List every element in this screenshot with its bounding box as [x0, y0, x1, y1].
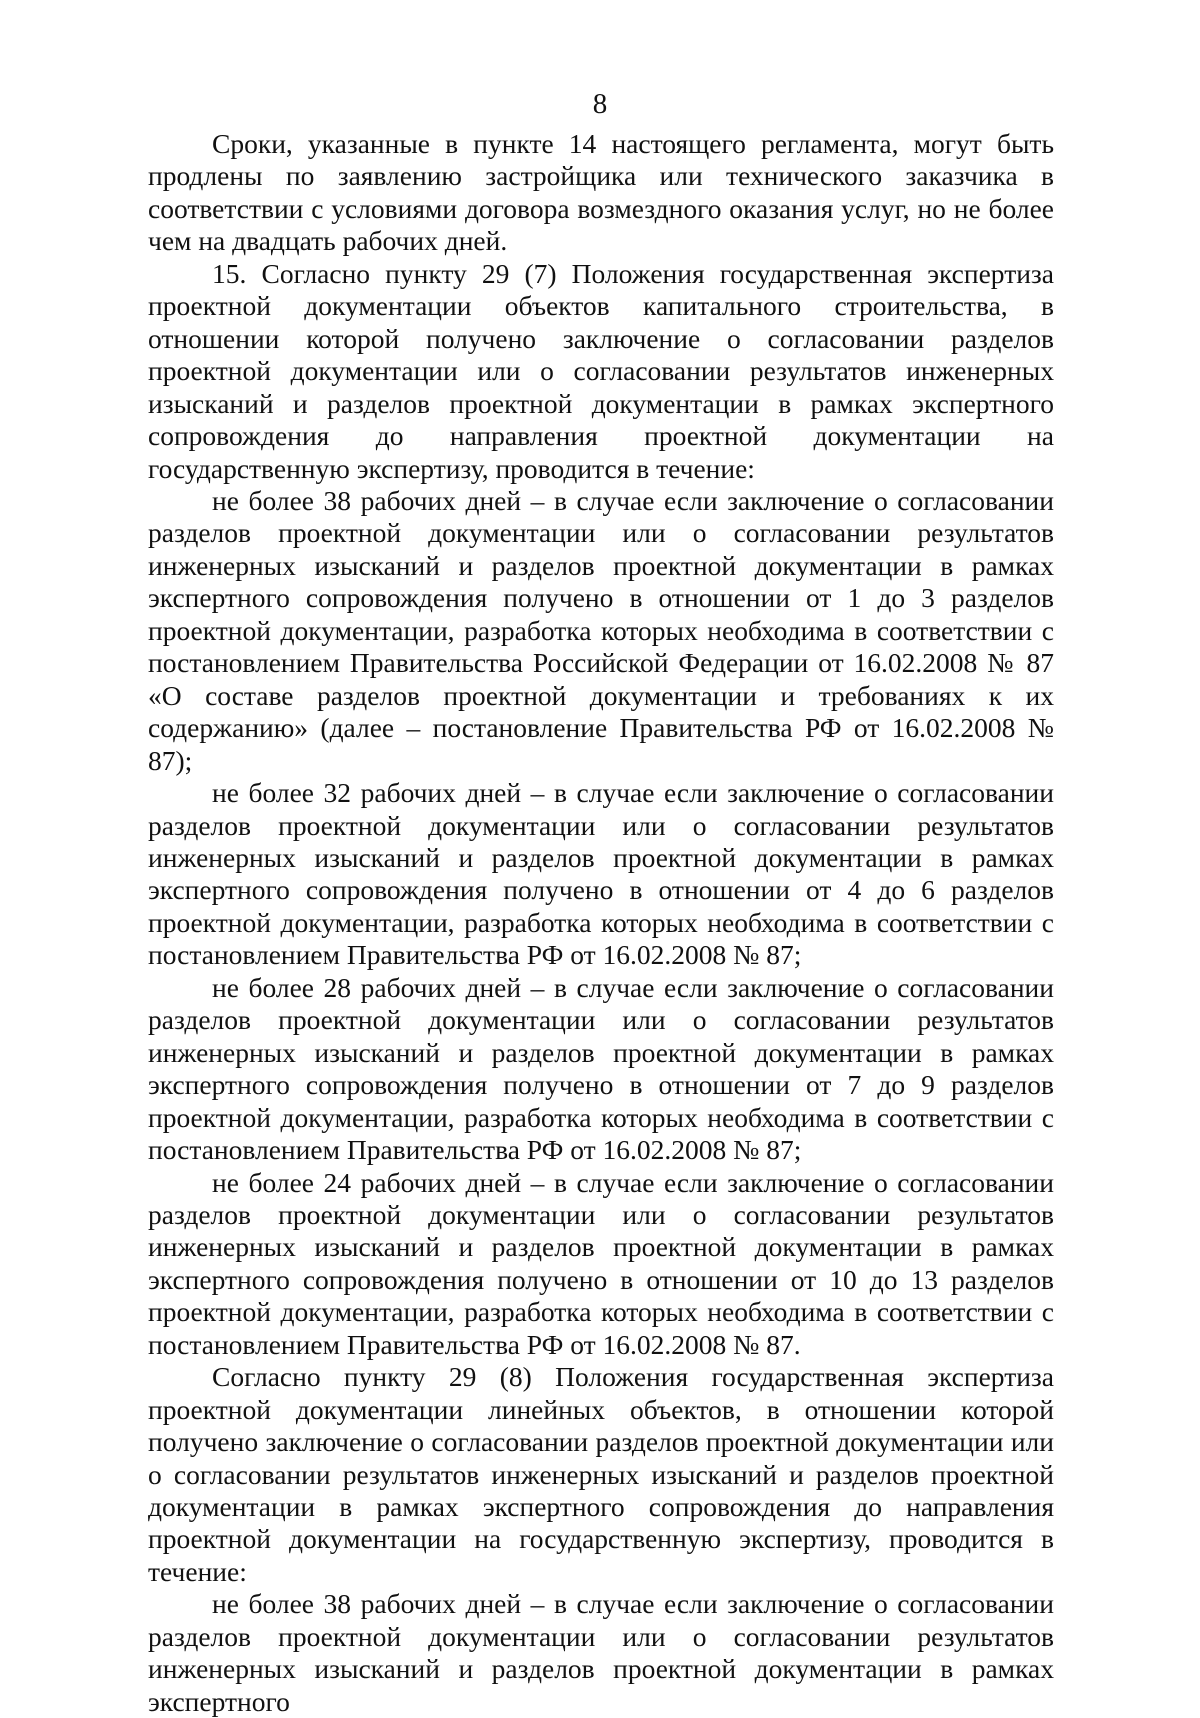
- paragraph-32-days: не более 32 рабочих дней – в случае если заключение о согласовании разделов проектной документации или о согласовании результатов инженерных изысканий и разделов проектной документации в рамках экспертного сопровождения получено в отношении от 4 до 6 разделов проектной документации, разработка которых необходима в соответствии с постановлением Правительства РФ от 16.02.2008 № 87;: [148, 777, 1054, 971]
- paragraph-28-days: не более 28 рабочих дней – в случае если заключение о согласовании разделов проектной документации или о согласовании результатов инженерных изысканий и разделов проектной документации в рамках экспертного сопровождения получено в отношении от 7 до 9 разделов проектной документации, разработка которых необходима в соответствии с постановлением Правительства РФ от 16.02.2008 № 87;: [148, 971, 1054, 1166]
- paragraph-extension-terms: Сроки, указанные в пункте 14 настоящего регламента, могут быть продлены по заявлению застройщика или технического заказчика в соответствии с условиями договора возмездного оказания услуг, но не более чем на двадцать рабочих дней.: [148, 128, 1054, 257]
- paragraph-clause-15: 15. Согласно пункту 29 (7) Положения государственная экспертиза проектной документации объектов капитального строительства, в отношении которой получено заключение о согласовании разделов проектной документации или о согласовании результатов инженерных изысканий и разделов проектной документации в рамках экспертного сопровождения до направления проектной документации на государственную экспертизу, проводится в течение:: [148, 257, 1054, 484]
- paragraph-38-days: не более 38 рабочих дней – в случае если заключение о согласовании разделов проектной документации или о согласовании результатов инженерных изысканий и разделов проектной документации в рамках экспертного сопровождения получено в отношении от 1 до 3 разделов проектной документации, разработка которых необходима в соответствии с постановлением Правительства Российской Федерации от 16.02.2008 № 87 «О составе разделов проектной документации и требованиях к их содержанию» (далее – постановление Правительства РФ от 16.02.2008 № 87);: [148, 484, 1054, 776]
- document-body: [148, 128, 1054, 1718]
- paragraph-38-days-linear: не более 38 рабочих дней – в случае если заключение о согласовании разделов проектной документации или о согласовании результатов инженерных изысканий и разделов проектной документации в рамках экспертного: [148, 1588, 1054, 1717]
- page-number: 8: [592, 88, 608, 120]
- paragraph-linear-objects: Согласно пункту 29 (8) Положения государственная экспертиза проектной документации линейных объектов, в отношении которой получено заключение о согласовании разделов проектной документации или о согласовании результатов инженерных изысканий и разделов проектной документации в рамках экспертного сопровождения до направления проектной документации на государственную экспертизу, проводится в течение:: [148, 1361, 1054, 1587]
- paragraph-24-days: не более 24 рабочих дней – в случае если заключение о согласовании разделов проектной документации или о согласовании результатов инженерных изысканий и разделов проектной документации в рамках экспертного сопровождения получено в отношении от 10 до 13 разделов проектной документации, разработка которых необходима в соответствии с постановлением Правительства РФ от 16.02.2008 № 87.: [148, 1166, 1054, 1360]
